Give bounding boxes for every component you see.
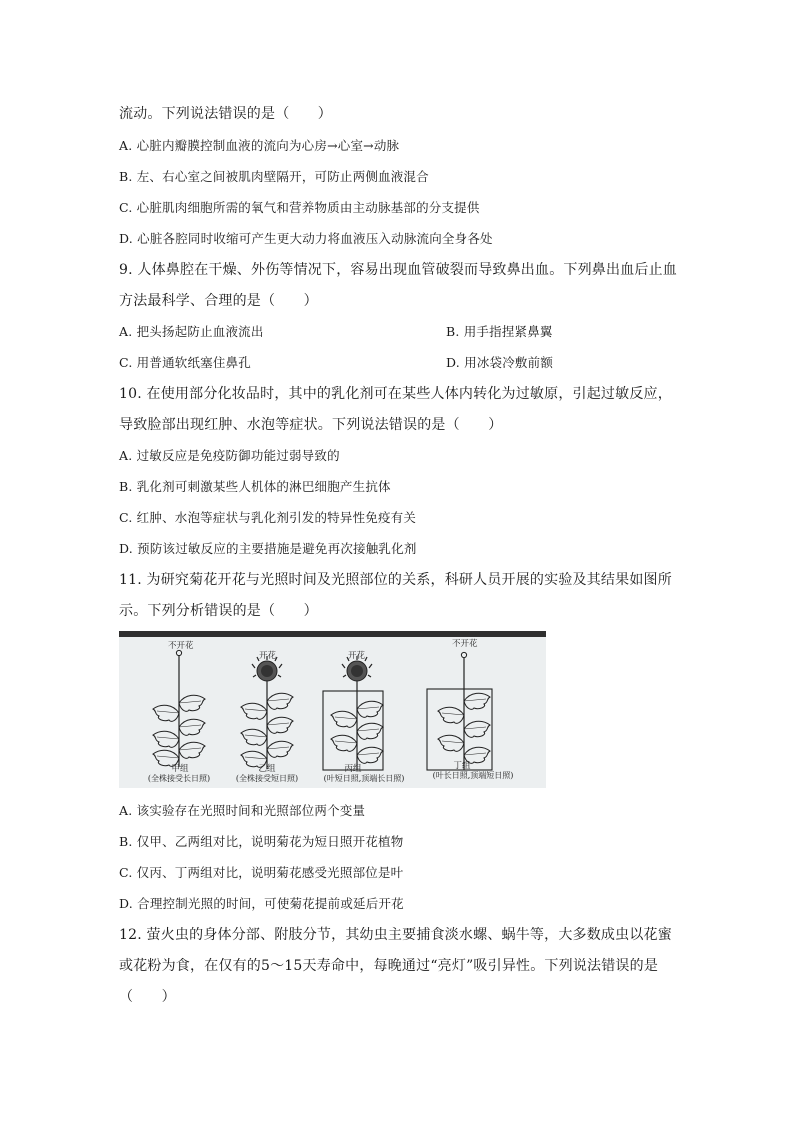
q8-option-d: D. 心脏各腔同时收缩可产生更大动力将血液压入动脉流向全身各处: [119, 231, 493, 246]
q8-option-a: A. 心脏内瓣膜控制血液的流向为心房→心室→动脉: [119, 138, 400, 153]
q8-option-b: B. 左、右心室之间被肌肉壁隔开，可防止两侧血液混合: [119, 169, 429, 184]
chrysanthemum-experiment-figure: [119, 631, 546, 788]
q10-option-c: C. 红肿、水泡等症状与乳化剂引发的特异性免疫有关: [119, 510, 417, 525]
q9-option-a: A. 把头扬起防止血液流出: [119, 324, 264, 339]
q12-stem-line2: 或花粉为食，在仅有的5～15天寿命中，每晚通过“亮灯”吸引异性。下列说法错误的是: [119, 958, 659, 974]
q12-stem-line1: 12. 萤火虫的身体分部、附肢分节，其幼虫主要捕食淡水螺、蜗牛等，大多数成虫以花蜜: [119, 927, 672, 943]
group-b-name: 乙组: [258, 764, 276, 774]
q10-option-b: B. 乳化剂可刺激某些人机体的淋巴细胞产生抗体: [119, 479, 391, 494]
group-a-condition: (全株接受长日照): [147, 774, 211, 783]
q11-stem-line2: 示。下列分析错误的是（ ）: [119, 603, 318, 619]
q10-stem-line1: 10. 在使用部分化妆品时，其中的乳化剂可在某些人体内转化为过敏原，引起过敏反应，: [119, 386, 672, 402]
q11-option-b: B. 仅甲、乙两组对比，说明菊花为短日照开花植物: [119, 834, 404, 849]
group-b-result: 开花: [259, 651, 277, 661]
group-c-name: 丙组: [344, 764, 362, 774]
plant-group-c: [323, 656, 383, 770]
group-c-condition: (叶短日照,顶端长日照): [323, 774, 405, 783]
group-d-name: 丁组: [453, 761, 471, 771]
group-b-condition: (全株接受短日照): [235, 774, 299, 783]
plant-group-d: [427, 652, 492, 770]
q11-option-d: D. 合理控制光照的时间，可使菊花提前或延后开花: [119, 896, 404, 911]
q9-stem-line1: 9. 人体鼻腔在干燥、外伤等情况下，容易出现血管破裂而导致鼻出血。下列鼻出血后止血: [119, 262, 678, 278]
group-d-condition: (叶长日照,顶端短日照): [432, 771, 514, 780]
q12-stem-line3: （ ）: [119, 989, 176, 1005]
q10-stem-line2: 导致脸部出现红肿、水泡等症状。下列说法错误的是（ ）: [119, 417, 503, 433]
group-c-result: 开花: [348, 651, 366, 661]
q10-option-d: D. 预防该过敏反应的主要措施是避免再次接触乳化剂: [119, 541, 417, 556]
q8-option-c: C. 心脏肌肉细胞所需的氧气和营养物质由主动脉基部的分支提供: [119, 200, 480, 215]
group-d-result: 不开花: [452, 639, 478, 649]
q9-stem-line2: 方法最科学、合理的是（ ）: [119, 293, 318, 309]
plant-group-b: [241, 656, 293, 769]
q11-option-a: A. 该实验存在光照时间和光照部位两个变量: [119, 803, 366, 818]
group-a-result: 不开花: [168, 641, 194, 651]
q11-option-c: C. 仅丙、丁两组对比，说明菊花感受光照部位是叶: [119, 865, 404, 880]
q9-option-c: C. 用普通软纸塞住鼻孔: [119, 355, 251, 370]
q9-option-d: D. 用冰袋冷敷前额: [446, 355, 554, 370]
q8-stem-tail: 流动。下列说法错误的是（ ）: [119, 106, 332, 122]
plant-group-a: [153, 650, 205, 767]
q9-option-b: B. 用手指捏紧鼻翼: [446, 324, 553, 339]
q10-option-a: A. 过敏反应是免疫防御功能过弱导致的: [119, 448, 340, 463]
q11-stem-line1: 11. 为研究菊花开花与光照时间及光照部位的关系，科研人员开展的实验及其结果如图所: [119, 572, 672, 588]
group-a-name: 甲组: [171, 764, 189, 774]
